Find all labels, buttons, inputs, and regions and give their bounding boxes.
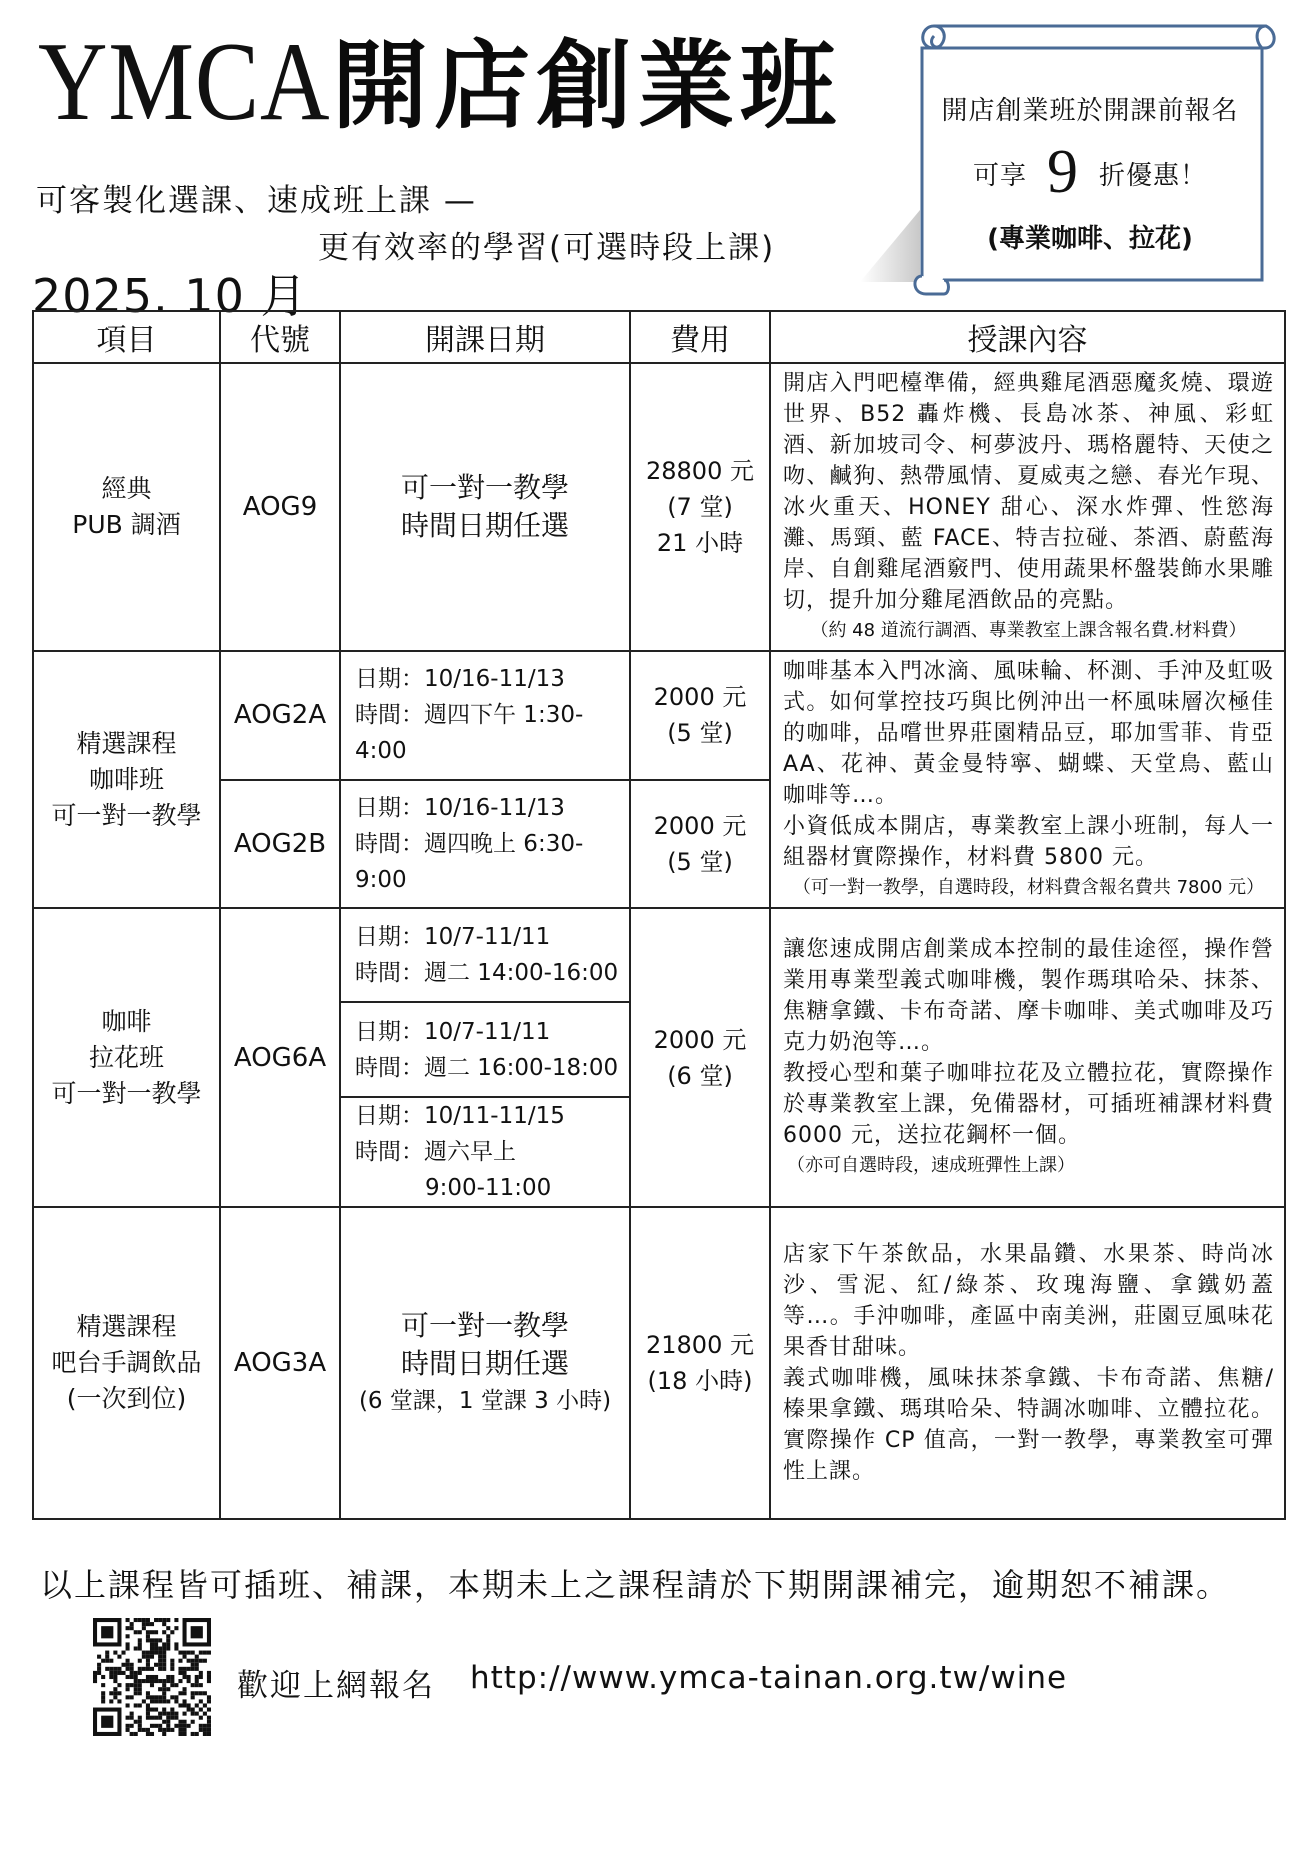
course-schedule xyxy=(340,780,630,909)
fee-line: 21800 元 xyxy=(646,1331,754,1359)
course-content xyxy=(770,908,1285,1207)
course-content xyxy=(770,1207,1285,1519)
subtitle-line1: 可客製化選課、速成班上課 — xyxy=(36,183,477,219)
table-header-row xyxy=(33,311,1285,363)
course-code: AOG2A xyxy=(220,651,340,780)
course-name-line: 精選課程 xyxy=(76,1312,177,1341)
course-fee xyxy=(630,1207,770,1519)
fee-line: (18 小時) xyxy=(647,1367,753,1395)
course-name-line: PUB 調酒 xyxy=(72,510,181,539)
course-name-line: 可一對一教學 xyxy=(51,1078,202,1108)
promo-prefix: 可享 xyxy=(972,161,1027,191)
fee-line: 2000 元 xyxy=(653,811,747,840)
subtitle-line2: 更有效率的學習(可選時段上課) xyxy=(318,230,776,266)
course-name xyxy=(33,363,220,651)
table-row xyxy=(33,908,1285,1002)
fee-line: (5 堂) xyxy=(667,719,733,748)
promo-suffix: 折優惠！ xyxy=(1099,161,1208,191)
header-content: 授課內容 xyxy=(770,311,1285,363)
register-link[interactable]: http://www.ymca-tainan.org.tw/wine xyxy=(470,1660,1068,1696)
course-code: AOG6A xyxy=(220,908,340,1207)
title-en: YMCA xyxy=(38,20,331,144)
course-table xyxy=(32,310,1286,1520)
course-name-line: 可一對一教學 xyxy=(51,800,202,830)
course-fee xyxy=(630,908,770,1207)
content-note: （可一對一教學，自選時段，材料費含報名費共 7800 元） xyxy=(792,877,1265,898)
promo-line2 xyxy=(930,137,1250,208)
schedule-time: 時間：週二 14:00-16:00 xyxy=(355,960,619,986)
course-code: AOG2B xyxy=(220,780,340,909)
schedule-time: 時間：週四晚上 6:30-9:00 xyxy=(355,830,584,893)
course-fee xyxy=(630,651,770,780)
course-name xyxy=(33,908,220,1207)
course-name-line: 吧台手調飲品 xyxy=(51,1348,202,1377)
header-date: 開課日期 xyxy=(340,311,630,363)
table-row xyxy=(33,363,1285,651)
course-name-line: 咖啡班 xyxy=(88,764,164,794)
fee-line: 21 小時 xyxy=(656,529,744,557)
fee-line: 2000 元 xyxy=(653,683,747,712)
title-zh: 開店創業班 xyxy=(332,30,842,142)
footer-note: 以上課程皆可插班、補課，本期未上之課程請於下期開課補完，逾期恕不補課。 xyxy=(40,1566,1231,1604)
content-text: 讓您速成開店創業成本控制的最佳途徑，操作營業用專業型義式咖啡機，製作瑪琪哈朵、抹茶、焦糖拿鐵、卡布奇諾、摩卡咖啡、美式咖啡及巧克力奶泡等…。 xyxy=(783,937,1274,1055)
schedule-time: 時間：週四下午 1:30-4:00 xyxy=(355,702,584,765)
header-item: 項目 xyxy=(33,311,220,363)
schedule-line-small: (6 堂課，1 堂課 3 小時) xyxy=(358,1388,612,1414)
date-heading: 2025. 10 月 xyxy=(32,269,308,323)
content-text: 店家下午茶飲品，水果晶鑽、水果茶、時尚冰沙、雪泥、紅/綠茶、玫瑰海鹽、拿鐵奶蓋等…。手沖咖啡，產區中南美洲，莊園豆風味花果香甘甜味。 xyxy=(783,1242,1274,1360)
content-text-2: 小資低成本開店，專業教室上課小班制，每人一組器材實際操作，材料費 5800 元。 xyxy=(783,814,1274,870)
fee-line: (5 堂) xyxy=(667,847,733,876)
course-name-line: (一次到位) xyxy=(66,1384,187,1413)
schedule-time-extra: 9:00-11:00 xyxy=(425,1175,552,1201)
qr-code-icon xyxy=(93,1618,211,1736)
fee-line: 2000 元 xyxy=(653,1025,747,1054)
fee-line: (6 堂) xyxy=(667,1061,733,1090)
course-schedule-slot xyxy=(340,1097,630,1207)
content-text-2: 義式咖啡機，風味抹茶拿鐵、卡布奇諾、焦糖/榛果拿鐵、瑪琪哈朵、特調冰咖啡、立體拉花。實際操作 CP 值高，一對一教學，專業教室可彈性上課。 xyxy=(783,1366,1274,1484)
course-schedule-slot xyxy=(340,1002,630,1097)
schedule-date: 日期：10/7-11/11 xyxy=(355,1018,551,1045)
course-schedule xyxy=(340,363,630,651)
promo-line1: 開店創業班於開課前報名 xyxy=(941,96,1239,126)
schedule-date: 日期：10/11-11/15 xyxy=(355,1103,565,1129)
course-name xyxy=(33,1207,220,1519)
course-schedule xyxy=(340,1207,630,1519)
course-schedule-slot xyxy=(340,908,630,1002)
course-fee xyxy=(630,780,770,909)
header-fee: 費用 xyxy=(630,311,770,363)
schedule-time: 時間：週二 16:00-18:00 xyxy=(355,1054,619,1081)
course-content xyxy=(770,363,1285,651)
course-name-line: 經典 xyxy=(101,474,152,503)
promo-box xyxy=(930,90,1250,255)
fee-line: 28800 元 xyxy=(646,457,754,485)
course-code: AOG3A xyxy=(220,1207,340,1519)
course-name-line: 精選課程 xyxy=(76,728,177,758)
course-schedule xyxy=(340,651,630,780)
register-label: 歡迎上網報名 xyxy=(237,1668,435,1704)
schedule-date: 日期：10/16-11/13 xyxy=(355,666,565,693)
promo-digit: 9 xyxy=(1047,138,1079,206)
course-code: AOG9 xyxy=(220,363,340,651)
course-name-line: 咖啡 xyxy=(101,1006,152,1036)
content-text-2: 教授心型和葉子咖啡拉花及立體拉花，實際操作於專業教室上課，免備器材，可插班補課材料費 6000 元，送拉花鋼杯一個。 xyxy=(783,1061,1274,1148)
schedule-date: 日期：10/16-11/13 xyxy=(355,794,565,821)
content-text: 咖啡基本入門冰滴、風味輪、杯測、手沖及虹吸式。如何掌控技巧與比例沖出一杯風味層次極佳的咖啡，品嚐世界莊園精品豆，耶加雪菲、肯亞 AA、花神、黃金曼特寧、蝴蝶、天堂鳥、藍山咖啡等…。 xyxy=(783,659,1274,808)
table-row xyxy=(33,1207,1285,1519)
content-note: （亦可自選時段，速成班彈性上課） xyxy=(787,1155,1075,1176)
schedule-line: 可一對一教學 xyxy=(400,471,569,504)
fee-line: (7 堂) xyxy=(667,493,733,521)
course-name-line: 拉花班 xyxy=(88,1042,164,1072)
content-note: （約 48 道流行調酒、專業教室上課含報名費.材料費） xyxy=(810,620,1247,641)
schedule-date: 日期：10/7-11/11 xyxy=(355,924,551,950)
schedule-line: 可一對一教學 xyxy=(400,1309,569,1342)
schedule-line: 時間日期任選 xyxy=(400,1347,569,1380)
course-fee xyxy=(630,363,770,651)
content-text: 開店入門吧檯準備，經典雞尾酒惡魔炙燒、環遊世界、B52 轟炸機、長島冰茶、神風、彩虹酒、新加坡司令、柯夢波丹、瑪格麗特、天使之吻、鹹狗、熱帶風情、夏威夷之戀、春光乍現、冰火重天、HONEY 甜心、深水炸彈、性慾海灘、馬頸、藍 FACE、特吉拉碰、茶酒、蔚藍海岸、自創雞尾酒竅門、使用蔬果杯盤裝飾水果雕切，提升加分雞尾酒飲品的亮點。 xyxy=(783,371,1274,613)
promo-line3: (專業咖啡、拉花) xyxy=(987,224,1193,254)
table-row xyxy=(33,651,1285,780)
header-code: 代號 xyxy=(220,311,340,363)
schedule-line: 時間日期任選 xyxy=(400,509,569,542)
course-content xyxy=(770,651,1285,908)
schedule-time: 時間：週六早上 xyxy=(355,1139,516,1165)
course-name xyxy=(33,651,220,908)
